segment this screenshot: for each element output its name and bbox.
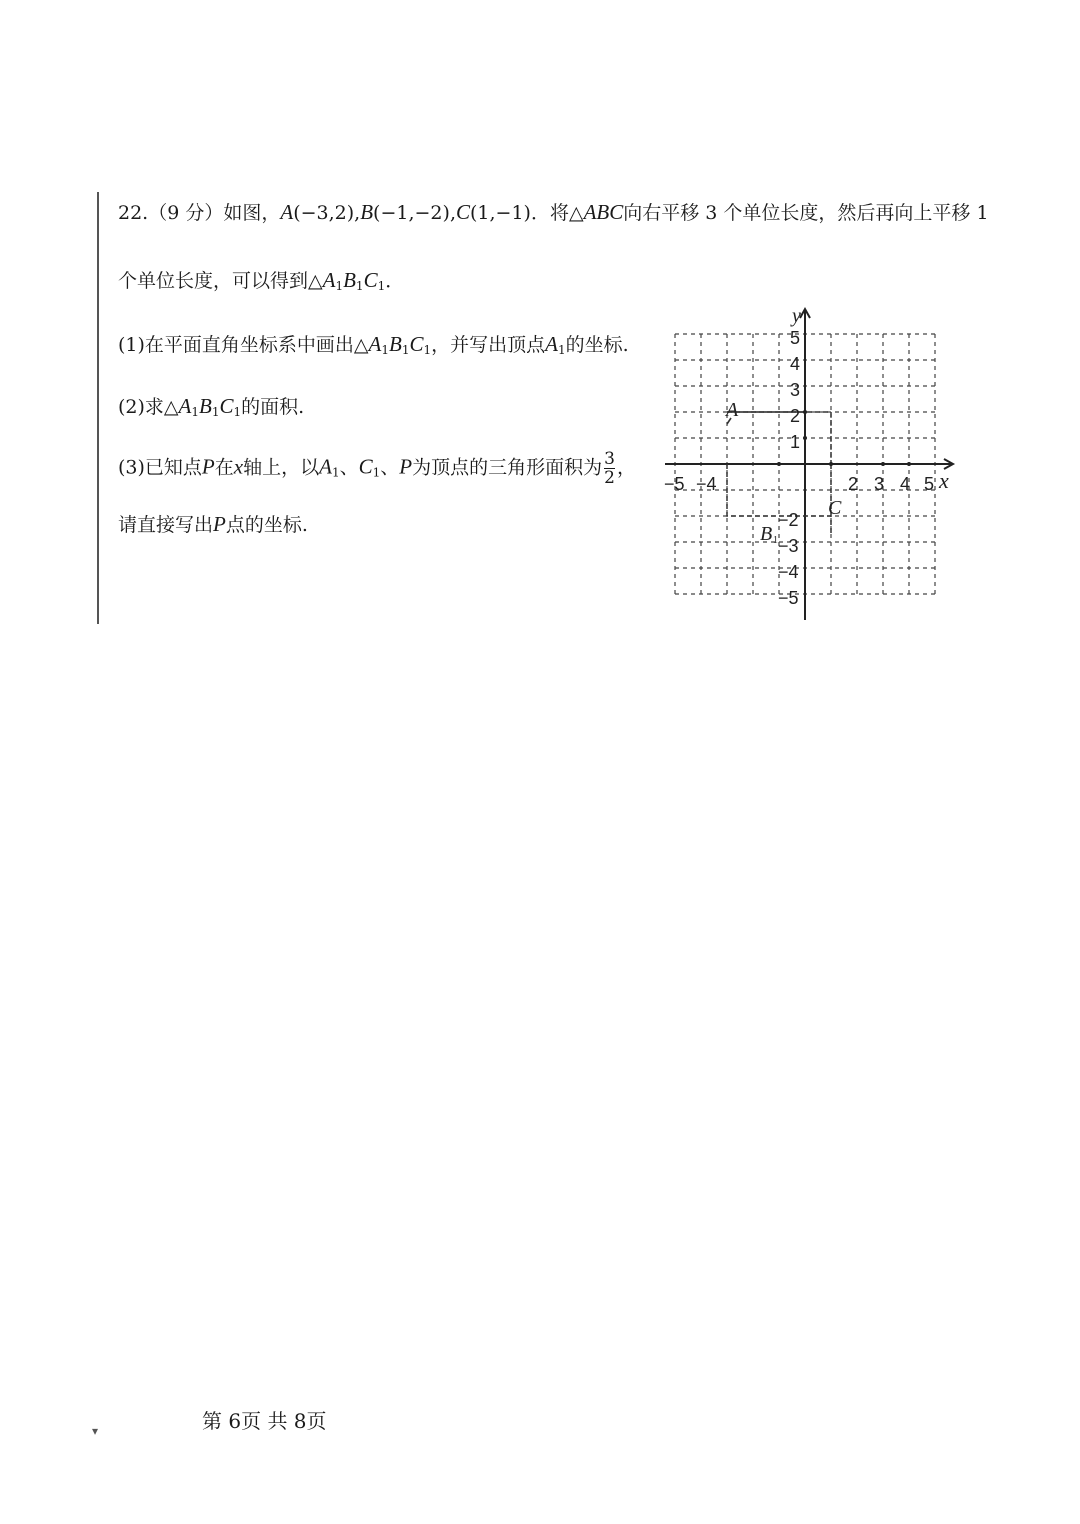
y-tick-label: −2 [778, 510, 799, 530]
corner-mark: ▾ [92, 1424, 99, 1438]
problem-line-1: 22.（9 分）如图，A(−3,2),B(−1,−2),C(1,−1)．将△ABC向右平移 3 个单位长度，然后再向上平移 1 [118, 200, 989, 224]
y-tick-label: −5 [778, 588, 799, 608]
x-tick-label: −4 [696, 474, 717, 494]
triangle-ABC: ABC [583, 200, 624, 224]
y-tick-label: 4 [790, 354, 801, 374]
point-C: C [455, 200, 470, 224]
y-tick-label: 2 [790, 406, 801, 426]
x-tick-label: 2 [848, 474, 859, 494]
coordinate-grid [660, 300, 960, 630]
question-1: (1)在平面直角坐标系中画出$\triangle A_1B_1C_1$，并写出顶点$A_1$的坐标. [118, 332, 629, 357]
y-tick-label: −4 [778, 562, 799, 582]
x-tick-label: 3 [874, 474, 885, 494]
point-label-C: C [828, 497, 842, 519]
point-label-B-subscript: 1 [773, 535, 778, 546]
y-tick-label: −3 [778, 536, 799, 556]
problem-score: （9 分） [148, 202, 224, 224]
y-tick-label: 5 [790, 328, 801, 348]
point-label-B: B [760, 523, 773, 545]
x-axis-label: x [939, 468, 949, 493]
point-B: B [360, 200, 374, 224]
point-A: A [280, 200, 294, 224]
y-axis-label: y [792, 305, 801, 327]
fraction-three-halves: $\frac{3}{2}$ [604, 449, 615, 488]
question-2: (2)求$\triangle A_1B_1C_1$的面积. [118, 394, 305, 419]
point-label-A: A [726, 399, 739, 421]
question-3-line-2: 请直接写出P点的坐标. [118, 512, 308, 536]
binding-margin-line [97, 192, 99, 624]
x-tick-label: −5 [664, 474, 685, 494]
problem-number: 22. [118, 202, 149, 224]
x-tick-label: 5 [924, 474, 935, 494]
problem-line-2: 个单位长度，可以得到$\triangle A_1B_1C_1$． [118, 268, 405, 293]
question-3: (3)已知点P在x轴上，以$A_1$、$C_1$、P为顶点的三角形面积为 $\frac{3}{2}$ ， [118, 449, 636, 488]
x-tick-label: 4 [900, 474, 911, 494]
y-tick-label: 1 [790, 432, 801, 452]
page-footer: 第 6页 共 8页 [202, 1409, 327, 1433]
y-tick-label: 3 [790, 380, 801, 400]
